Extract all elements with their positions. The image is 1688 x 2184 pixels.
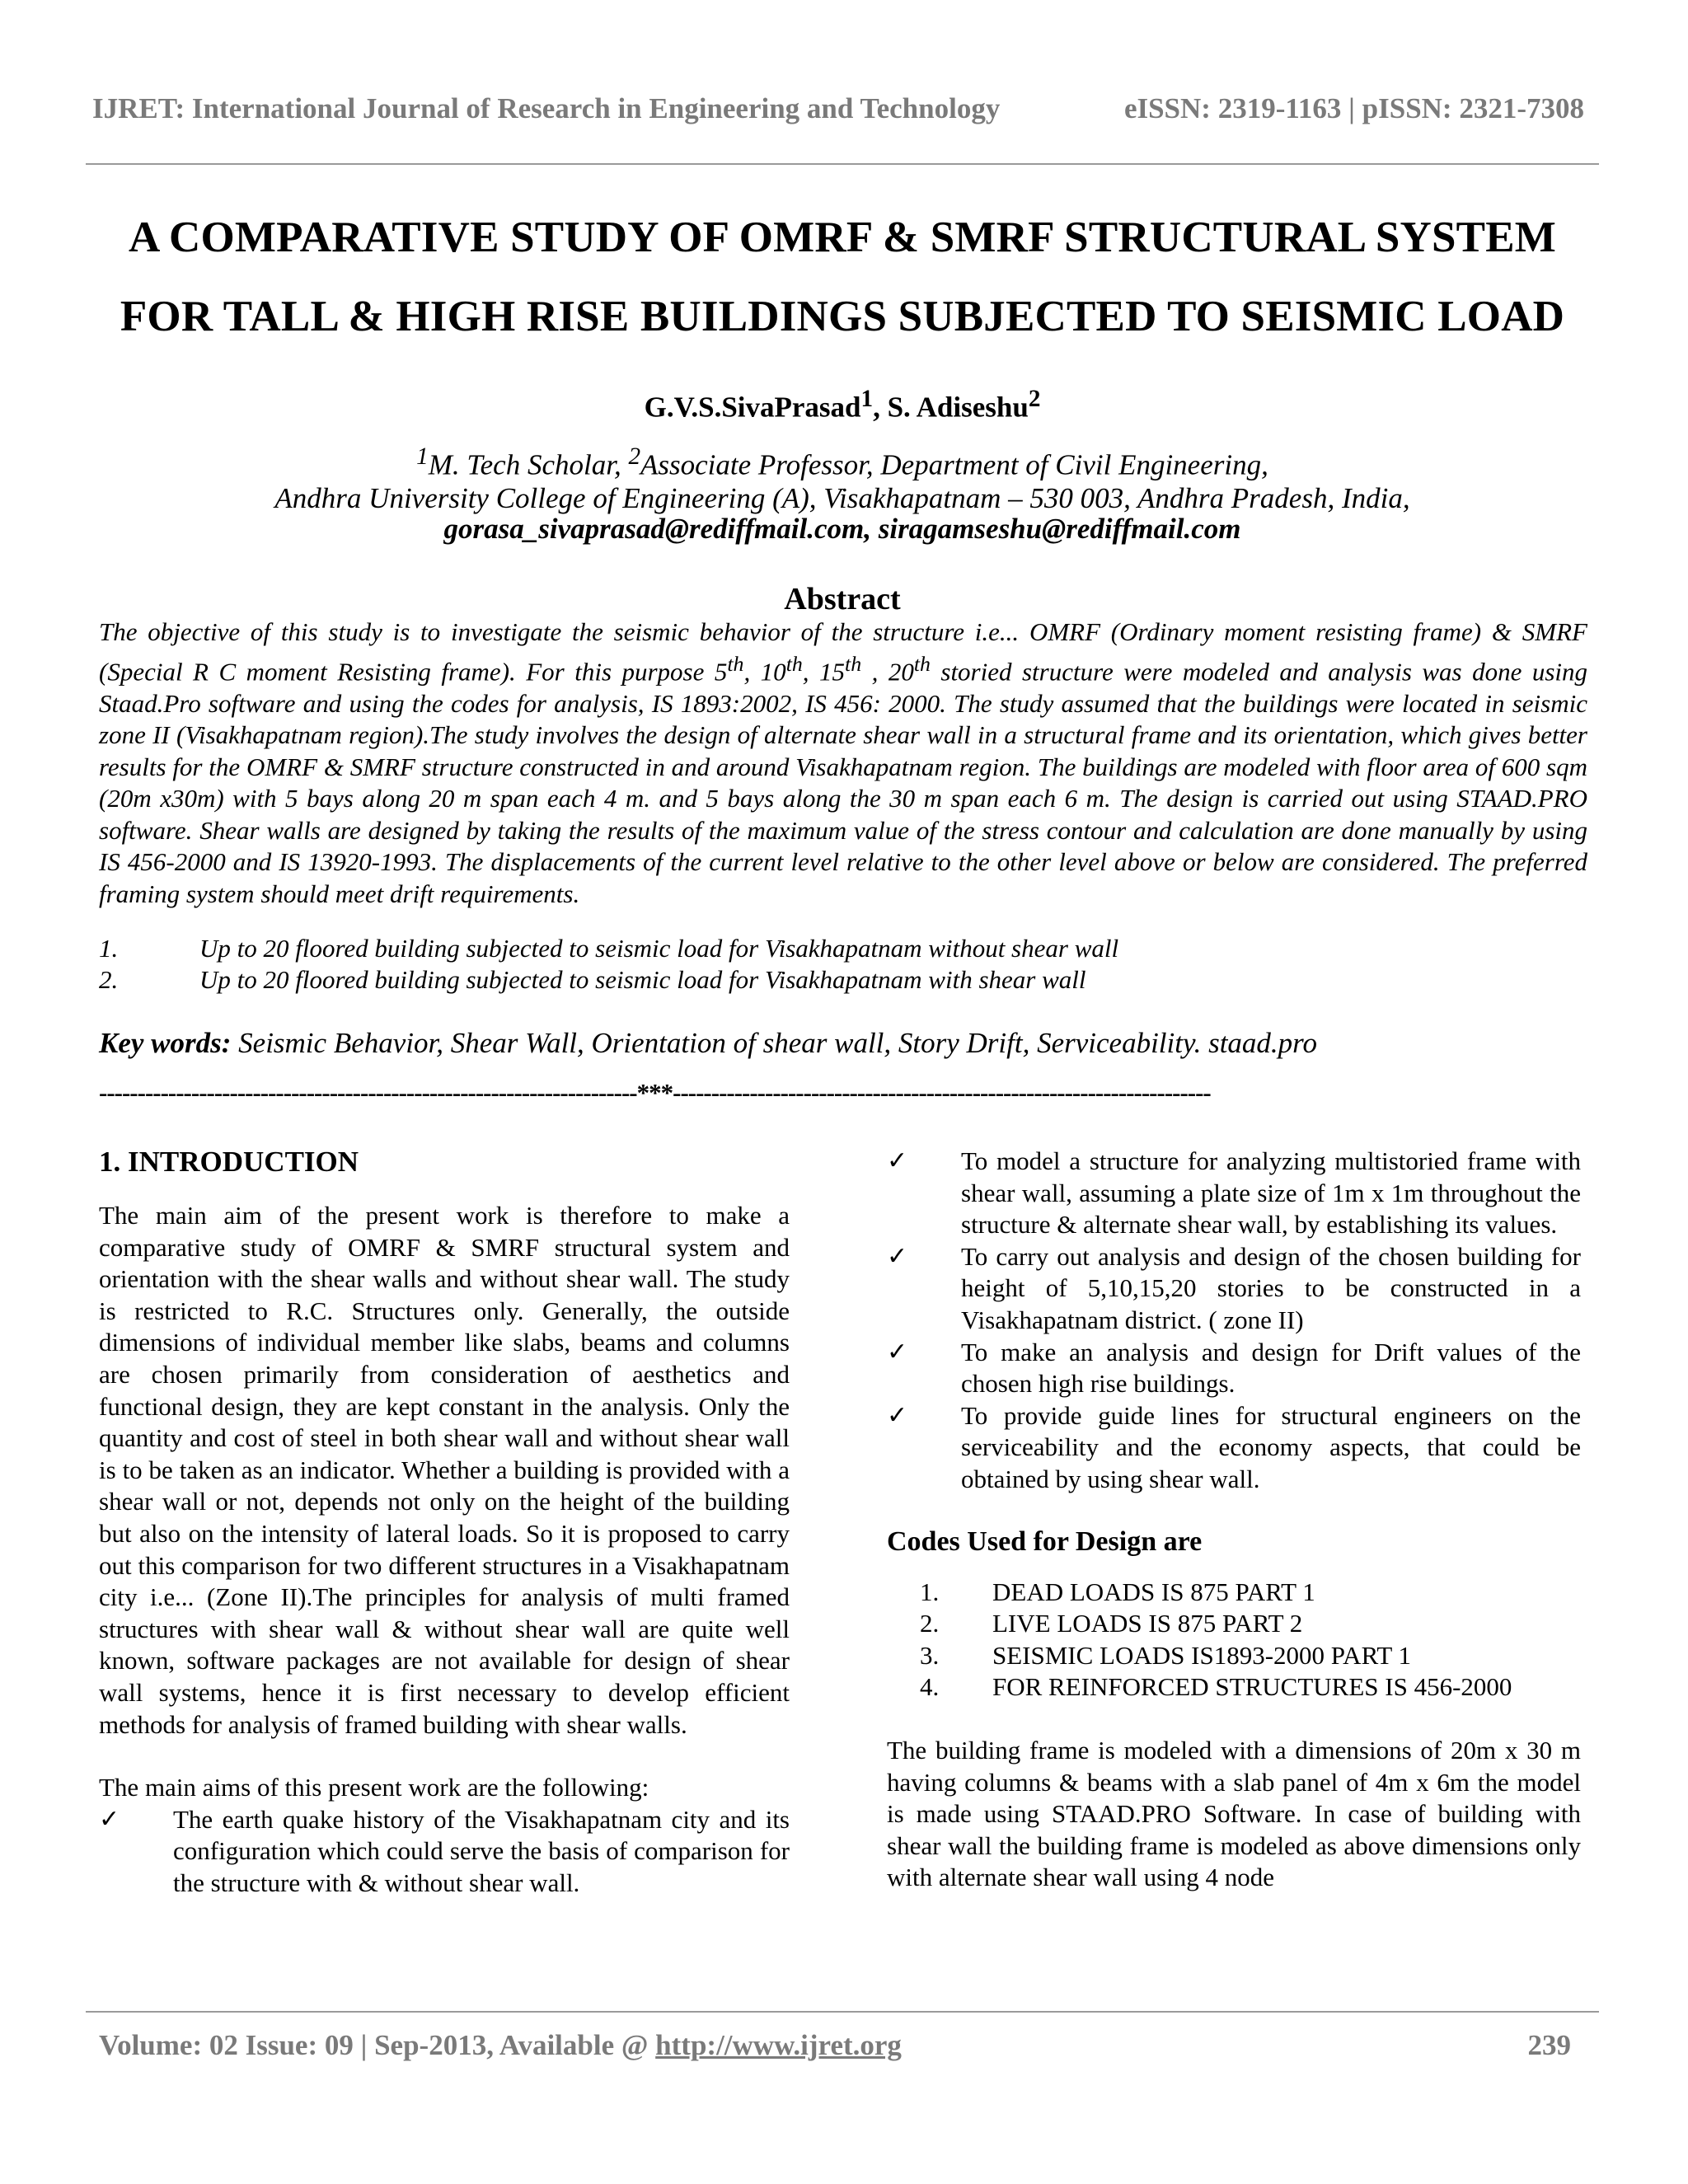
header-rule <box>86 163 1599 165</box>
keywords <box>99 1027 1587 1060</box>
footer-volume <box>99 2029 902 2062</box>
abstract-text-1: The objective of this study is to investigate the seismic behavior of the structure i.e... OMRF (Ordinary moment resisting frame) & SMRF (Special R C moment Resisting frame). For this purpose 5 <box>99 617 1587 686</box>
codes-list <box>887 1577 1581 1704</box>
list-item <box>887 1640 1581 1672</box>
aim-item <box>887 1337 1581 1400</box>
journal-link[interactable]: http://www.ijret.org <box>655 2029 902 2061</box>
abstract-body <box>99 616 1587 911</box>
aim-text: The earth quake history of the Visakhapatnam city and its configuration which could serve the basis of comparison for the structure with & without shear wall. <box>173 1804 790 1897</box>
checkmark-icon: ✓ <box>887 1338 908 1366</box>
keywords-text: Seismic Behavior, Shear Wall, Orientation of shear wall, Story Drift, Serviceability. staad.pro <box>231 1027 1317 1059</box>
list-number: 1. <box>920 1577 940 1606</box>
running-header <box>92 92 1584 125</box>
list-item <box>99 933 1587 964</box>
list-text: FOR REINFORCED STRUCTURES IS 456-2000 <box>992 1672 1512 1702</box>
abstract-list <box>99 933 1587 996</box>
model-paragraph: The building frame is modeled with a dimensions of 20m x 30 m having columns & beams with a slab panel of 4m x 6m the model is made using STAAD.PRO Software. In case of building with shear wall the building frame is modeled as above dimensions only with alternate shear wall using 4 node <box>887 1735 1581 1892</box>
author-emails[interactable]: gorasa_sivaprasad@rediffmail.com, siragamseshu@rediffmail.com <box>443 513 1241 545</box>
list-text: DEAD LOADS IS 875 PART 1 <box>992 1577 1315 1606</box>
affiliation-line-2: Andhra University College of Engineering (A), Visakhapatnam – 530 003, Andhra Pradesh, India, <box>274 481 1410 514</box>
intro-heading: 1. INTRODUCTION <box>99 1146 359 1178</box>
volume-text: Volume: 02 Issue: 09 | Sep-2013, Available @ <box>99 2029 656 2061</box>
list-text: SEISMIC LOADS IS1893-2000 PART 1 <box>992 1640 1412 1670</box>
issn: eISSN: 2319-1163 | pISSN: 2321-7308 <box>1123 92 1584 124</box>
abstract-text-4: , 20 <box>861 656 914 686</box>
list-item <box>887 1671 1581 1704</box>
list-item <box>887 1608 1581 1640</box>
aim-text: To model a structure for analyzing multistoried frame with shear wall, assuming a plate size of 1m x 1m throughout the structure & alternate shear wall, by establishing its values. <box>961 1146 1581 1240</box>
abstract-heading: Abstract <box>784 582 901 616</box>
aim-item <box>887 1400 1581 1496</box>
title-line-2: FOR TALL & HIGH RISE BUILDINGS SUBJECTED TO SEISMIC LOAD <box>120 293 1565 340</box>
list-number: 1. <box>99 934 119 963</box>
list-number: 2. <box>99 965 119 994</box>
authors: G.V.S.SivaPrasad$^1$, S. Adiseshu$^2$ <box>644 386 1041 424</box>
abstract-sup: th <box>727 651 744 676</box>
list-text: Up to 20 floored building subjected to seismic load for Visakhapatnam with shear wall <box>199 965 1086 994</box>
page-number: 239 <box>1527 2029 1571 2061</box>
checkmark-icon: ✓ <box>887 1401 908 1429</box>
right-column <box>887 1146 1581 1894</box>
aim-item <box>99 1804 790 1900</box>
affiliation-line-1 <box>86 440 1599 482</box>
codes-heading: Codes Used for Design are <box>887 1526 1203 1557</box>
list-text: LIVE LOADS IS 875 PART 2 <box>992 1609 1303 1638</box>
aim-text: To make an analysis and design for Drift values of the chosen high rise buildings. <box>961 1337 1581 1399</box>
affiliation <box>86 440 1599 515</box>
author-2: S. Adiseshu <box>887 391 1029 424</box>
abstract-sup: th <box>913 651 931 676</box>
aim-text: To carry out analysis and design of the chosen building for height of 5,10,15,20 stories to be constructed in a Visakhapatnam district. ( zone II) <box>961 1241 1581 1334</box>
list-text: Up to 20 floored building subjected to seismic load for Visakhapatnam without shear wall <box>199 934 1119 963</box>
abstract-text-3: , 15 <box>802 656 846 686</box>
abstract-sup: th <box>785 651 803 676</box>
journal-name: IJRET: International Journal of Research in Engineering and Technology <box>92 92 1001 124</box>
left-column <box>99 1146 790 1899</box>
list-item <box>887 1577 1581 1609</box>
aims-lead: The main aims of this present work are the following: <box>99 1773 649 1802</box>
list-number: 4. <box>920 1672 940 1702</box>
running-footer <box>99 2029 1571 2062</box>
affil-role-2: Associate Professor, Department of Civil Engineering, <box>640 448 1268 481</box>
abstract-sup: th <box>845 651 862 676</box>
aim-item <box>887 1146 1581 1241</box>
intro-paragraph: The main aim of the present work is therefore to make a comparative study of OMRF & SMRF structural system and orientation with the shear walls and without shear wall. The study is restricted to R.C. Structures only. Generally, the outside dimensions of individual member like slabs, beams and columns are chosen primarily from consideration of aesthetics and functional design, they are kept constant in the analysis. Only the quantity and cost of steel in both shear wall and without shear wall is to be taken as an indicator. Whether a building is provided with a shear wall or not, depends not only on the height of the building but also on the intensity of lateral loads. So it is proposed to carry out this comparison for two different structures in a Visakhapatnam city i.e... (Zone II).The principles for analysis of multi framed structures with shear wall & without shear wall are quite well known, software packages are not available for design of shear wall systems, hence it is first necessary to develop efficient methods for analysis of framed building with shear walls. <box>99 1201 790 1739</box>
author-1: G.V.S.SivaPrasad <box>644 391 861 424</box>
aim-text: To provide guide lines for structural engineers on the serviceability and the economy aspects, that could be obtained by using shear wall. <box>961 1400 1581 1493</box>
title-line-1: A COMPARATIVE STUDY OF OMRF & SMRF STRUCTURAL SYSTEM <box>129 213 1556 261</box>
footer-rule <box>86 2011 1599 2013</box>
author-1-sup: 1 <box>860 386 874 412</box>
author-2-sup: 2 <box>1028 386 1041 412</box>
checkmark-icon: ✓ <box>887 1147 908 1174</box>
list-item <box>99 964 1587 996</box>
checkmark-icon: ✓ <box>99 1805 120 1833</box>
checkmark-icon: ✓ <box>887 1242 908 1270</box>
affil-sup-2: 2 <box>628 443 641 470</box>
affil-sup-1: 1 <box>416 443 429 470</box>
list-number: 3. <box>920 1640 940 1670</box>
aim-item <box>887 1241 1581 1337</box>
paper-title <box>86 198 1599 356</box>
abstract-text-2: , 10 <box>743 656 786 686</box>
section-separator: ----------------------------------------------------------------------***---------------------------------------------------------------------- <box>99 1078 1211 1107</box>
abstract-text-5: storied structure were modeled and analysis was done using Staad.Pro software and using the codes for analysis, IS 1893:2002, IS 456: 2000. The study assumed that the buildings were located in seismic zone II (Visakhapatnam region).The study involves the design of alternate shear wall in a structural frame and its orientation, which gives better results for the OMRF & SMRF structure constructed in and around Visakhapatnam region. The buildings are modeled with floor area of 600 sqm (20m x30m) with 5 bays along 20 m span each 4 m. and 5 bays along the 30 m span each 6 m. The design is carried out using STAAD.PRO software. Shear walls are designed by taking the results of the maximum value of the stress contour and calculation are done manually by using IS 456-2000 and IS 13920-1993. The displacements of the current level relative to the other level above or below are considered. The preferred framing system should meet drift requirements. <box>99 656 1588 909</box>
list-number: 2. <box>920 1609 940 1638</box>
affil-role-1: M. Tech Scholar, <box>428 448 629 481</box>
keywords-label: Key words: <box>99 1027 232 1059</box>
